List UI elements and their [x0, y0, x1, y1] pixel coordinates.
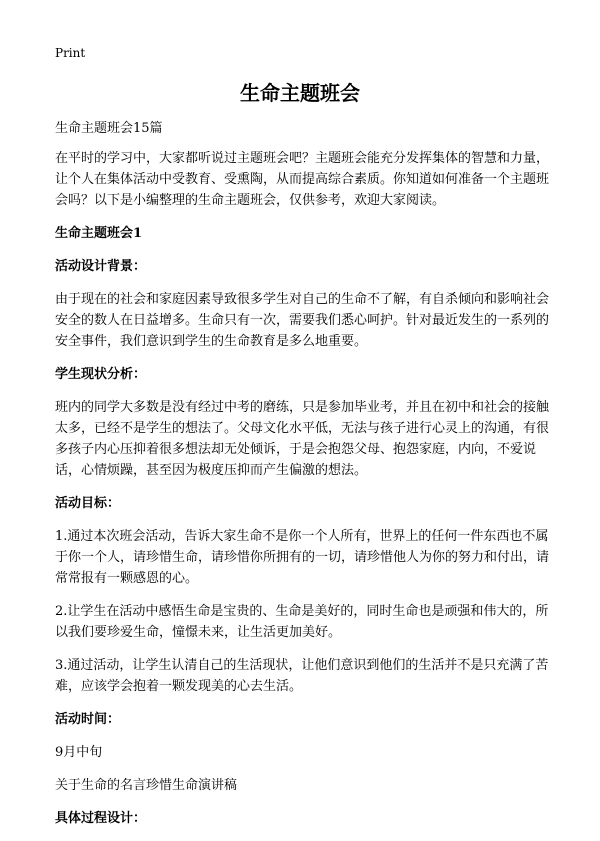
document-subtitle: 生命主题班会15篇 [55, 121, 163, 136]
time-heading: 活动时间： [55, 712, 121, 727]
goal-item-3: 3.通过活动，让学生认清自己的生活现状，让他们意识到他们的生活并不是只充满了苦难，应该学会抱着一颗发现美的心去生活。 [55, 658, 549, 694]
print-label: Print [55, 46, 86, 60]
intro-paragraph: 在平时的学习中，大家都听说过主题班会吧？主题班会能充分发挥集体的智慧和力量，让个人在集体活动中受教育、受熏陶，从而提高综合素质。你知道如何准备一个主题班会吗？以下是小编整理的生命主题班会，仅供参考，欢迎大家阅读。 [55, 151, 550, 208]
goals-heading: 活动目标： [55, 496, 121, 511]
status-heading: 学生现状分析： [55, 367, 147, 382]
section-title: 生命主题班会1 [55, 226, 143, 241]
background-heading: 活动设计背景： [55, 259, 147, 274]
status-paragraph: 班内的同学大多数是没有经过中考的磨练，只是参加毕业考，并且在初中和社会的接触太多，已经不是学生的想法了。父母文化水平低，无法与孩子进行心灵上的沟通，有很多孩子内心压抑着很多想法却无处倾诉，于是会抱怨父母、抱怨家庭，内向，不爱说话，心情烦躁，甚至因为极度压抑而产生偏激的想法。 [55, 400, 550, 478]
process-heading: 具体过程设计： [55, 811, 147, 826]
time-paragraph: 9月中旬 [55, 745, 103, 760]
background-paragraph: 由于现在的社会和家庭因素导致很多学生对自己的生命不了解，有自杀倾向和影响社会安全的数人在日益增多。生命只有一次，需要我们悉心呵护。针对最近发生的一系列的安全事件，我们意识到学生的生命教育是多么地重要。 [55, 292, 550, 349]
document-title: 生命主题班会 [240, 81, 360, 105]
document-body [55, 118, 550, 841]
goal-item-2: 2.让学生在活动中感悟生命是宝贵的、生命是美好的，同时生命也是顽强和伟大的，所以我们要珍爱生命，憧憬未来，让生活更加美好。 [55, 604, 549, 640]
goal-item-1: 1.通过本次班会活动，告诉大家生命不是你一个人所有，世界上的任何一件东西也不属于你一个人，请珍惜生命，请珍惜你所拥有的一切，请珍惜他人为你的努力和付出，请常常报有一颗感恩的心。 [55, 529, 550, 586]
related-link-text: 关于生命的名言珍惜生命演讲稿 [55, 778, 238, 793]
